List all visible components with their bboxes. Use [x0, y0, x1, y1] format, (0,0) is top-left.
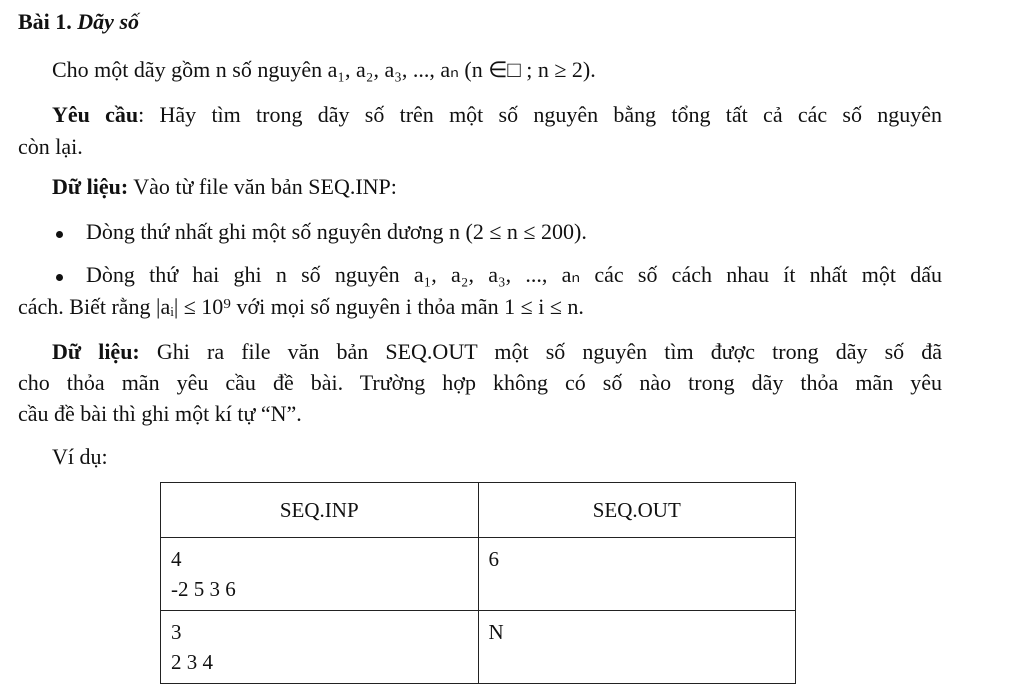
example-table — [160, 482, 796, 684]
input-bullet1: Dòng thứ nhất ghi một số nguyên dương n (2 ≤ n ≤ 200). — [86, 219, 587, 244]
header-seq-out: SEQ.OUT — [478, 483, 796, 538]
input-bullet2-line1: Dòng thứ hai ghi n số nguyên a₁, a₂, a₃, ..., aₙ các số cách nhau ít nhất một dấu — [86, 262, 942, 287]
output-cell: N — [478, 611, 796, 684]
requirement-text: : Hãy tìm trong dãy số trên một số nguyên bằng tổng tất cả các số nguyên — [138, 102, 942, 127]
output-line3: cầu đề bài thì ghi một kí tự “N”. — [18, 401, 302, 426]
bullet-icon — [56, 231, 63, 238]
requirement-label: Yêu cầu — [52, 102, 139, 127]
input-heading — [52, 174, 397, 200]
output-label: Dữ liệu: — [52, 339, 140, 364]
output-line2: cho thỏa mãn yêu cầu đề bài. Trường hợp không có số nào trong dãy thỏa mãn yêu — [18, 370, 942, 395]
requirement-line1 — [52, 102, 942, 128]
input-cell — [161, 538, 479, 611]
output-cell: 6 — [478, 538, 796, 611]
input-bullet2-line2: cách. Biết rằng |aᵢ| ≤ 10⁹ với mọi số nguyên i thỏa mãn 1 ≤ i ≤ n. — [18, 294, 584, 319]
input-line: 2 3 4 — [171, 650, 213, 674]
input-cell — [161, 611, 479, 684]
table-row — [161, 611, 796, 684]
header-seq-inp: SEQ.INP — [161, 483, 479, 538]
output-line1 — [52, 339, 942, 365]
input-line: 4 — [171, 547, 182, 571]
problem-title — [18, 9, 139, 35]
example-label: Ví dụ: — [52, 444, 108, 469]
requirement-line2: còn lại. — [18, 134, 83, 159]
table-header-row — [161, 483, 796, 538]
table-row — [161, 538, 796, 611]
title-label: Bài 1. — [18, 9, 72, 34]
bullet-icon — [56, 274, 63, 281]
title-name: Dãy số — [77, 9, 140, 34]
input-text: Vào từ file văn bản SEQ.INP: — [128, 174, 397, 199]
input-label: Dữ liệu: — [52, 174, 129, 199]
input-line: 3 — [171, 620, 182, 644]
output-text: Ghi ra file văn bản SEQ.OUT một số nguyên tìm được trong dãy số đã — [139, 339, 943, 364]
input-line: -2 5 3 6 — [171, 577, 236, 601]
intro-text: Cho một dãy gồm n số nguyên a₁, a₂, a₃, ..., aₙ (n ∈□ ; n ≥ 2). — [52, 57, 596, 82]
